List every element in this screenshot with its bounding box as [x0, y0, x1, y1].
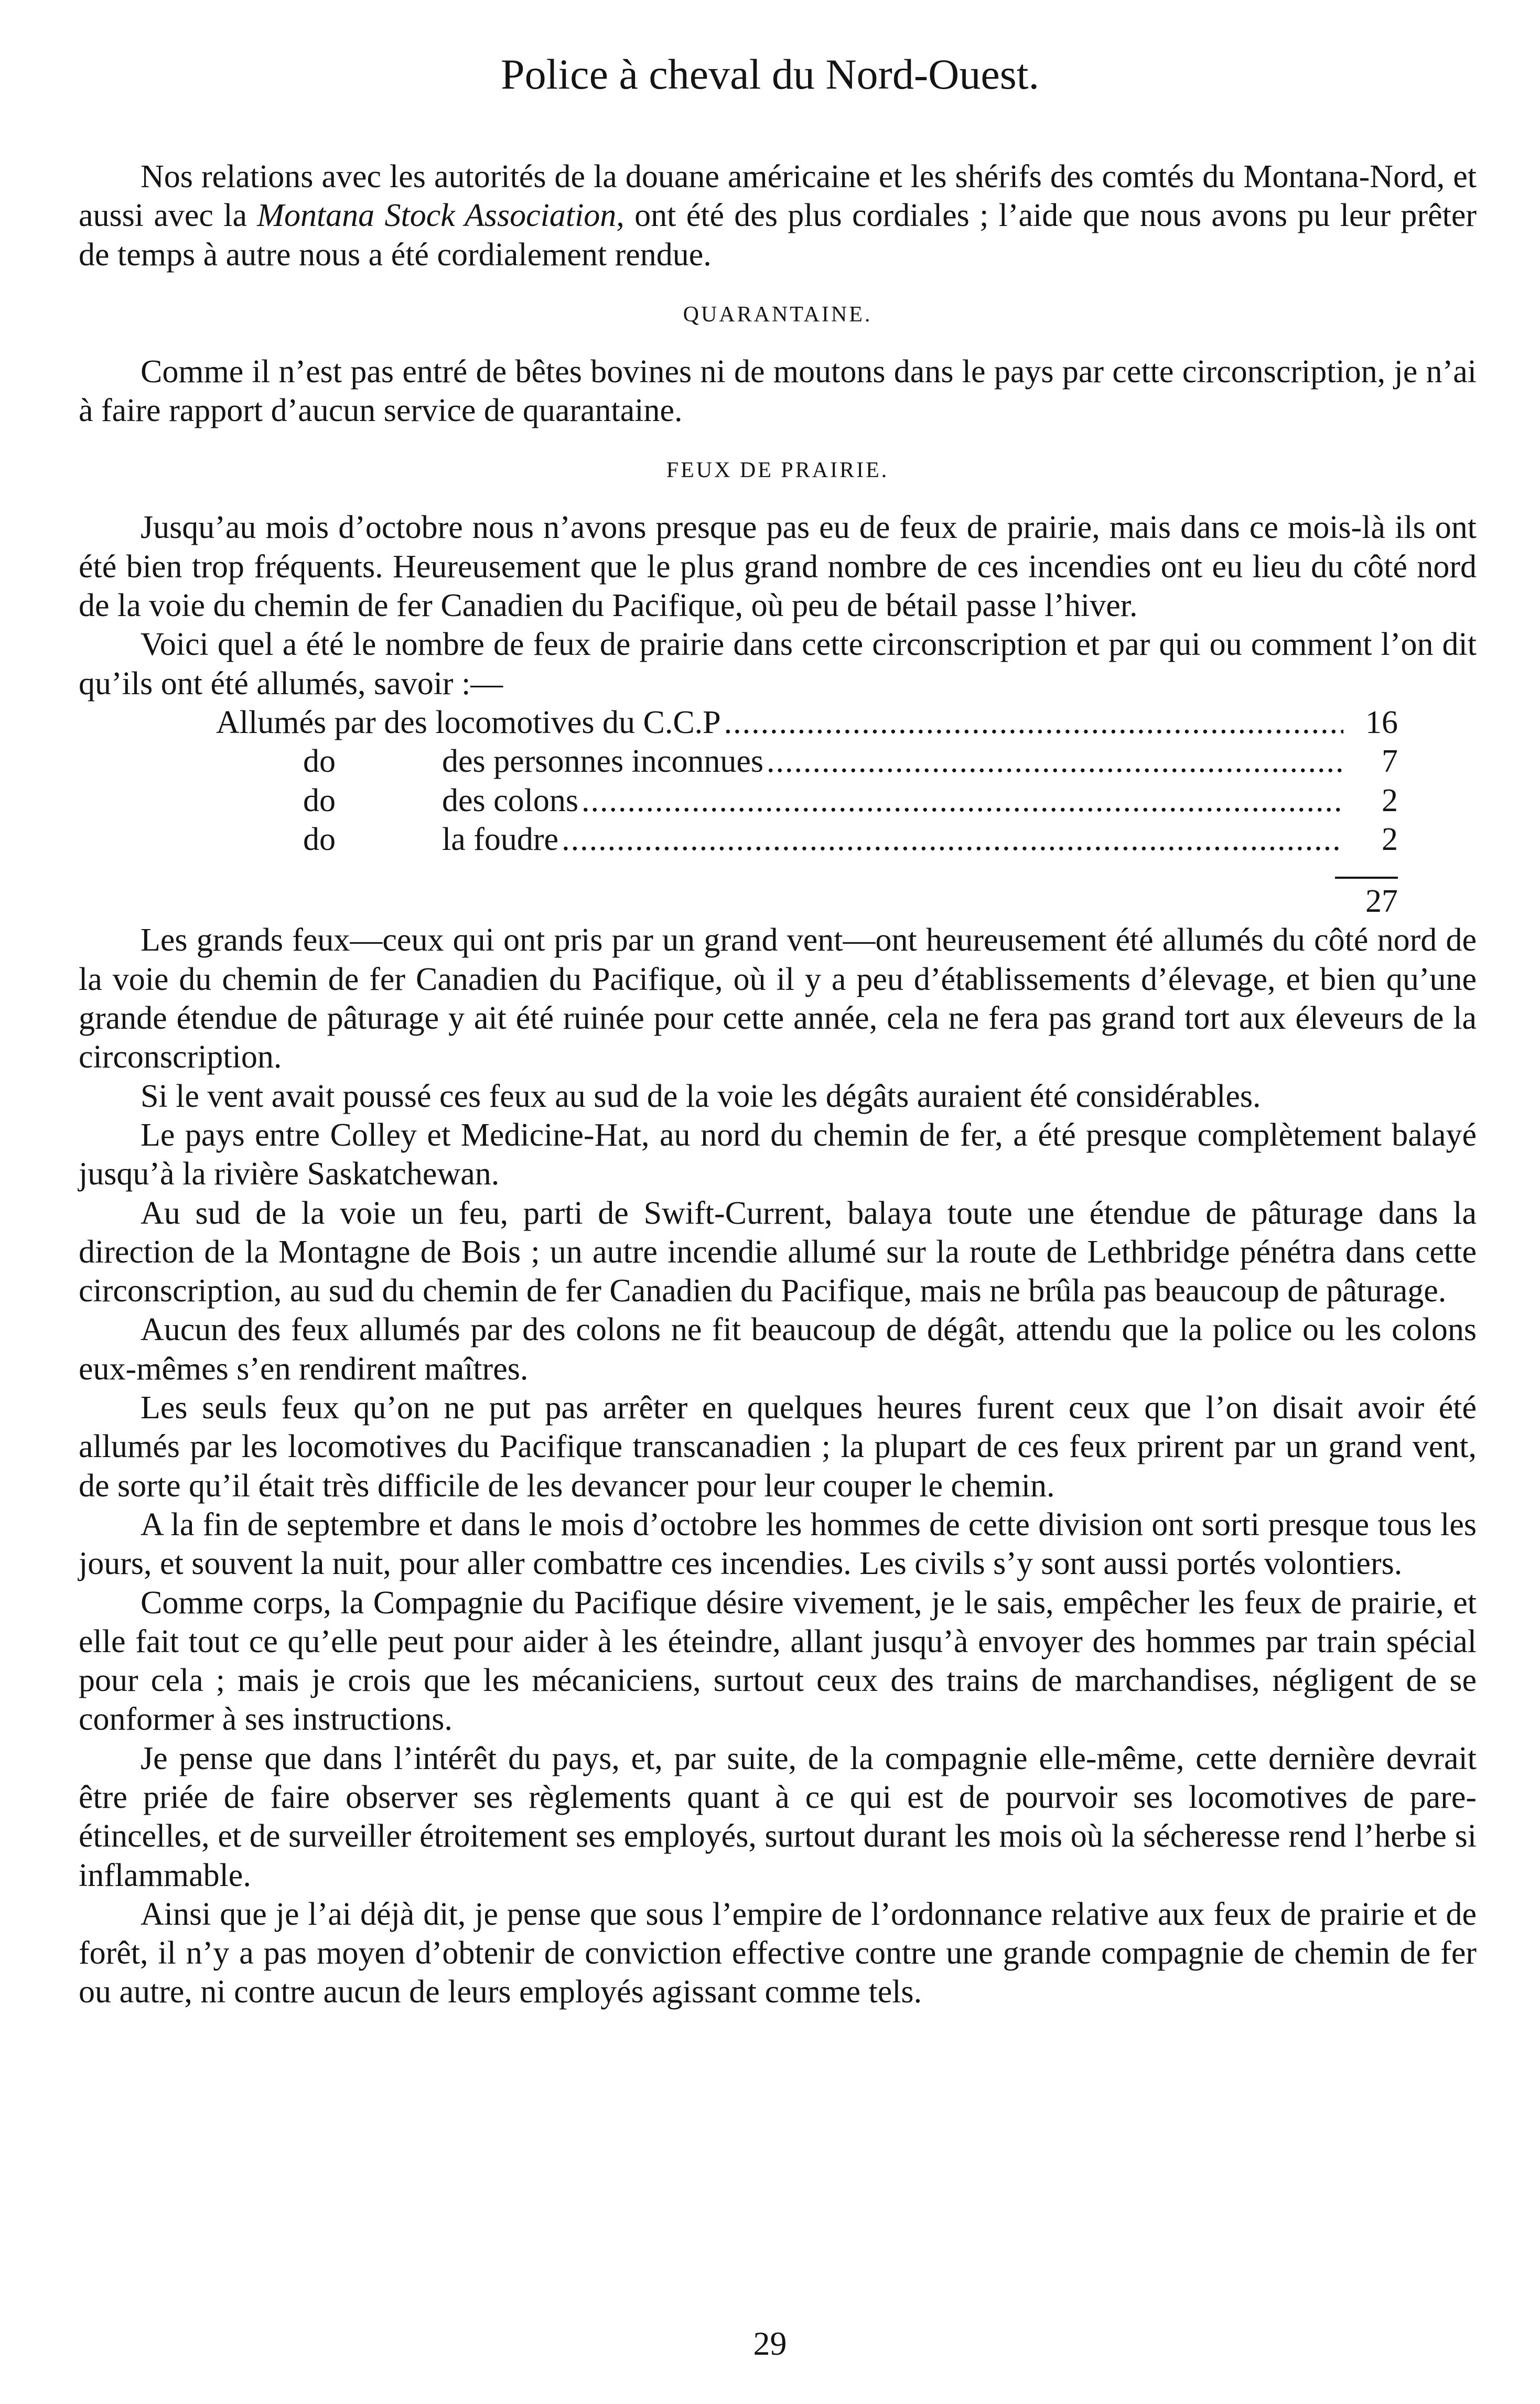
section-heading-prairie-fires: FEUX DE PRAIRIE. — [666, 458, 889, 483]
association-name: Montana Stock Association, — [257, 198, 624, 234]
paragraph-fires-october: Jusqu’au mois d’octobre nous n’avons presque pas eu de feux de prairie, mais dans ce mois-là ils ont été bien trop fréquents. Heureusement que le plus grand nombre de ces incendies ont eu lieu du côté nord de la voie du chemin de fer Canadien du Pacifique, où peu de bétail passe l’hiver. — [79, 510, 1477, 624]
paragraph-wind-south: Si le vent avait poussé ces feux au sud de la voie les dégâts auraient été considérables. — [141, 1078, 1261, 1114]
paragraph-relations — [79, 157, 1477, 274]
tally-row — [79, 781, 1477, 820]
paragraph-ordinance: Ainsi que je l’ai déjà dit, je pense que sous l’empire de l’ordonnance relative aux feux de prairie et de forêt, il n’y a pas moyen d’obtenir de conviction effective contre une grande compagnie de chemin de fer ou autre, ni contre aucun de leurs employés agissant comme tels. — [79, 1896, 1477, 2010]
paragraph-locomotive-fires: Les seuls feux qu’on ne put pas arrêter en quelques heures furent ceux que l’on disait avoir été allumés par les locomotives du Pacifique transcanadien ; la plupart de ces feux prirent par un grand vent, de sorte qu’il était très difficile de les devancer pour leur couper le chemin. — [79, 1390, 1477, 1504]
tally-row-count: 16 — [1365, 704, 1398, 740]
tally-row — [79, 742, 1477, 781]
paragraph-colley-medicine-hat: Le pays entre Colley et Medicine-Hat, au nord du chemin de fer, a été presque complètement balayé jusqu’à la rivière Saskatchewan. — [79, 1117, 1477, 1192]
tally-total: 27 — [1365, 883, 1398, 920]
paragraph-spark-arresters: Je pense que dans l’intérêt du pays, et, par suite, de la compagnie elle-même, cette dernière devrait être priée de faire observer ses règlements quant à ce qui est de pourvoir ses locomotives de pare-étincelles, et de surveiller étroitement ses employés, surtout durant les mois où la sécheresse rend l’herbe si inflammable. — [79, 1740, 1477, 1893]
section-heading-quarantine: QUARANTAINE. — [683, 302, 873, 327]
dot-leader — [767, 742, 1343, 781]
tally-row-count: 2 — [1382, 782, 1398, 818]
paragraph-relations-before: Nos relations avec les autorités de la douane américaine et les shérifs des comtés du Montana-Nord, et aussi avec la — [79, 159, 1477, 234]
dot-leader — [581, 781, 1343, 820]
tally-row-lead: do — [303, 821, 336, 857]
page-number: 29 — [753, 2325, 787, 2362]
tally-row — [79, 820, 1477, 859]
body-text — [79, 157, 1477, 2012]
tally-row-cause: des locomotives du C.C.P — [384, 704, 721, 740]
tally-row-lead: Allumés par — [216, 704, 376, 740]
paragraph-division-effort: A la fin de septembre et dans le mois d’octobre les hommes de cette division ont sorti presque tous les jours, et souvent la nuit, pour aller combattre ces incendies. Les civils s’y sont aussi portés volontiers. — [79, 1506, 1477, 1582]
paragraph-swift-current: Au sud de la voie un feu, parti de Swift-Current, balaya toute une étendue de pâturage dans la direction de la Montagne de Bois ; un autre incendie allumé sur la route de Lethbridge pénétra dans cette circonscription, au sud du chemin de fer Canadien du Pacifique, mais ne brûla pas beaucoup de pâturage. — [79, 1195, 1477, 1309]
tally-row-lead: do — [303, 782, 336, 818]
tally-row-cause: la foudre — [442, 821, 559, 857]
tally-row-count: 2 — [1382, 821, 1398, 857]
tally-row-cause: des colons — [442, 782, 579, 818]
paragraph-quarantine: Comme il n’est pas entré de bêtes bovines ni de moutons dans le pays par cette circonscription, je n’ai à faire rapport d’aucun service de quarantaine. — [79, 353, 1477, 429]
dot-leader — [724, 703, 1343, 742]
total-rule — [1335, 877, 1398, 879]
tally-row-count: 7 — [1382, 743, 1398, 780]
paragraph-large-fires: Les grands feux—ceux qui ont pris par un grand vent—ont heureusement été allumés du côté nord de la voie du chemin de fer Canadien du Pacifique, où il y a peu d’établissements d’élevage, et bien qu’une grande étendue de pâturage y ait été ruinée pour cette année, cela ne fera pas grand tort aux éleveurs de la circonscription. — [79, 922, 1477, 1075]
fire-cause-tally — [79, 703, 1477, 921]
tally-row-lead: do — [303, 743, 336, 780]
tally-row — [79, 703, 1477, 742]
paragraph-relations-after: ont été des plus cordiales ; l’aide que nous avons pu leur prêter de temps à autre nous a été cordialement rendue. — [79, 198, 1477, 273]
paragraph-settler-fires: Aucun des feux allumés par des colons ne fit beaucoup de dégât, attendu que la police ou les colons eux-mêmes s’en rendirent maîtres. — [79, 1312, 1477, 1387]
paragraph-fires-count-intro: Voici quel a été le nombre de feux de prairie dans cette circonscription et par qui ou comment l’on dit qu’ils ont été allumés, savoir :— — [79, 627, 1477, 702]
paragraph-company-effort: Comme corps, la Compagnie du Pacifique désire vivement, je le sais, empêcher les feux de prairie, et elle fait tout ce qu’elle peut pour aider à les éteindre, allant jusqu’à envoyer des hommes par train spécial pour cela ; mais je crois que les mécaniciens, surtout ceux des trains de marchandises, négligent de se conformer à ses instructions. — [79, 1584, 1477, 1738]
tally-row-cause: des personnes inconnues — [442, 743, 763, 780]
running-head: Police à cheval du Nord-Ouest. — [501, 50, 1039, 98]
dot-leader — [562, 820, 1343, 859]
